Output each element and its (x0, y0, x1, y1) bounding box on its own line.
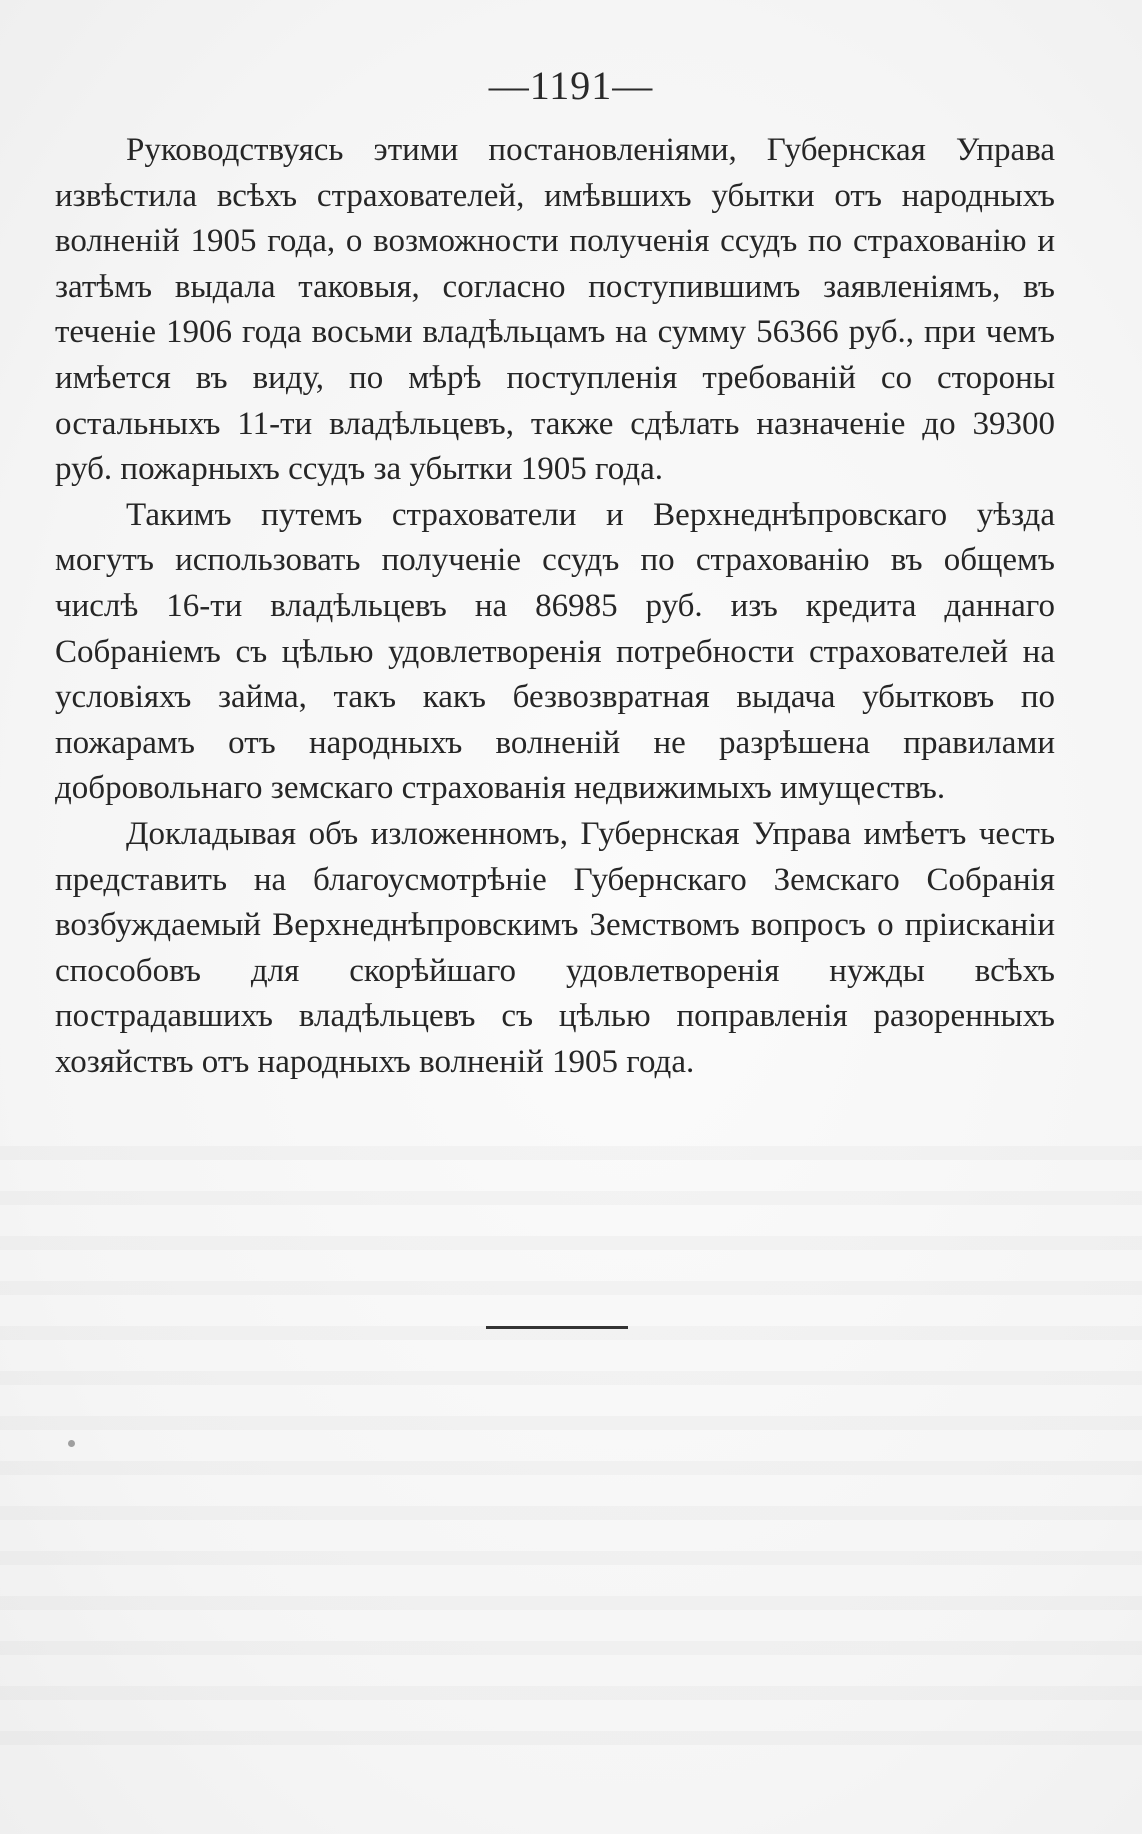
section-end-rule (486, 1326, 628, 1329)
page-number: —1191— (488, 63, 654, 108)
show-through-texture (0, 1120, 1142, 1760)
paragraph-1: Руководствуясь этими постановленіями, Губернская Управа извѣстила всѣхъ страхователей, имѣвшихъ убытки отъ народныхъ волненій 1905 года, о возможности полученія ссудъ по страхованію и затѣмъ выдала таковыя, согласно поступившимъ заявленіямъ, въ теченіе 1906 года восьми владѣльцамъ на сумму 56366 руб., при чемъ имѣется въ виду, по мѣрѣ поступленія требованій со стороны остальныхъ 11-ти владѣльцевъ, также сдѣлать назначеніе до 39300 руб. пожарныхъ ссудъ за убытки 1905 года. (55, 132, 1055, 488)
paragraph-2: Такимъ путемъ страхователи и Верхнеднѣпровскаго уѣзда могутъ использовать полученіе ссудъ по страхованію въ общемъ числѣ 16-ти владѣльцевъ на 86985 руб. изъ кредита даннаго Собраніемъ съ цѣлью удовлетворенія потребности страхователей на условіяхъ займа, такъ какъ безвозвратная выдача убытковъ по пожарамъ отъ народныхъ волненій не разрѣшена правилами добровольнаго земскаго страхованія недвижимыхъ имуществъ. (55, 496, 1055, 807)
body-text (55, 128, 1055, 1085)
ink-speck (68, 1440, 75, 1447)
paragraph-3: Докладывая объ изложенномъ, Губернская Управа имѣетъ честь представить на благоусмотрѣніе Губернскаго Земскаго Собранія возбуждаемый Верхнеднѣпровскимъ Земствомъ вопросъ о прiисканiи способовъ для скорѣйшаго удовлетворенія нужды всѣхъ пострадавшихъ владѣльцевъ съ цѣлью поправленія разоренныхъ хозяйствъ отъ народныхъ волненій 1905 года. (55, 815, 1055, 1080)
